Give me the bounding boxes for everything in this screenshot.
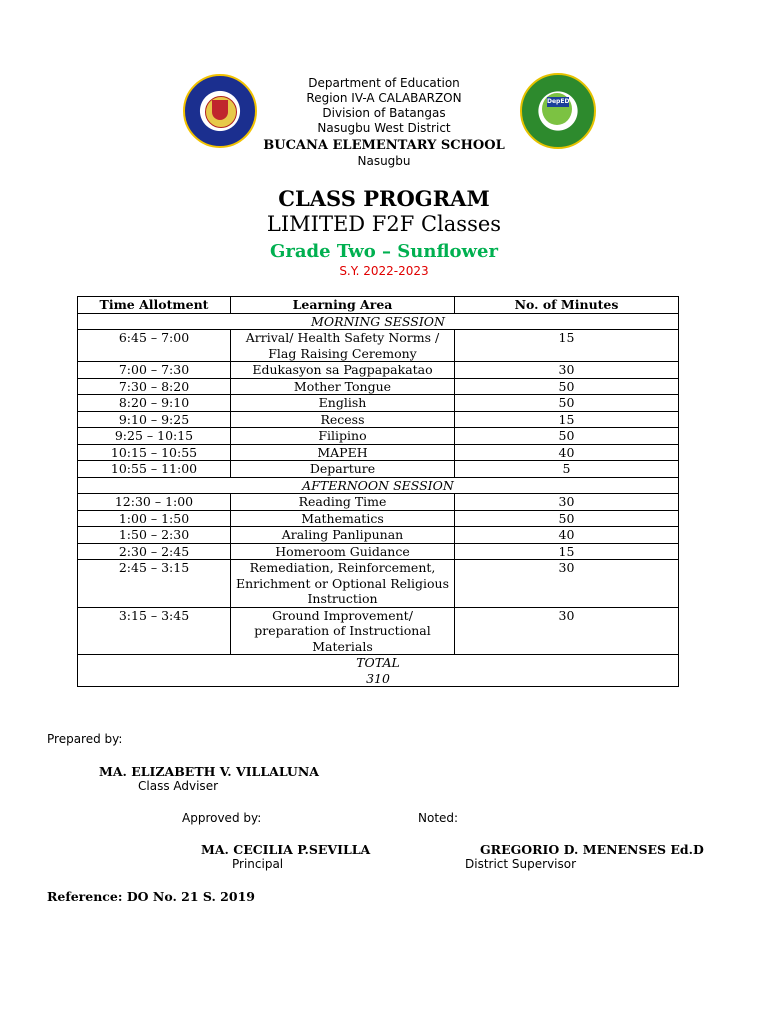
minutes-cell: 50 [455,395,679,412]
minutes-cell: 15 [455,543,679,560]
noted-label: Noted: [418,811,459,825]
reference-note: Reference: DO No. 21 S. 2019 [47,889,255,904]
time-cell: 9:25 – 10:15 [78,428,231,445]
adviser-name: MA. ELIZABETH V. VILLALUNA [99,764,319,779]
area-cell: Recess [231,411,455,428]
approved-by-label: Approved by: [182,811,262,825]
time-cell: 1:50 – 2:30 [78,527,231,544]
area-cell: Arrival/ Health Safety Norms / Flag Raising Ceremony [231,330,455,362]
minutes-cell: 40 [455,444,679,461]
area-cell: English [231,395,455,412]
minutes-cell: 30 [455,494,679,511]
minutes-cell: 5 [455,461,679,478]
adviser-title: Class Adviser [138,779,219,793]
table-row [78,395,679,412]
doc-subtitle: LIMITED F2F Classes [266,212,502,236]
total-row [78,655,679,687]
table-row [78,494,679,511]
table-row [78,428,679,445]
minutes-cell: 15 [455,330,679,362]
area-cell: Mother Tongue [231,378,455,395]
session-row-morning [78,313,679,330]
area-cell: Araling Panlipunan [231,527,455,544]
minutes-cell: 30 [455,607,679,655]
table-row [78,543,679,560]
col-header-minutes: No. of Minutes [455,297,679,314]
total-label: TOTAL [356,655,400,670]
minutes-cell: 30 [455,362,679,379]
time-cell: 7:30 – 8:20 [78,378,231,395]
time-cell: 8:20 – 9:10 [78,395,231,412]
afternoon-session-label: AFTERNOON SESSION [78,477,679,494]
area-cell: MAPEH [231,444,455,461]
table-row [78,362,679,379]
time-cell: 9:10 – 9:25 [78,411,231,428]
session-row-afternoon [78,477,679,494]
school-year: S.Y. 2022-2023 [339,264,429,278]
table-row [78,527,679,544]
time-cell: 1:00 – 1:50 [78,510,231,527]
grade-section: Grade Two – Sunflower [270,241,498,262]
table-row [78,411,679,428]
time-cell: 10:15 – 10:55 [78,444,231,461]
area-cell: Homeroom Guidance [231,543,455,560]
time-cell: 7:00 – 7:30 [78,362,231,379]
supervisor-name: GREGORIO D. MENENSES Ed.D [480,842,704,857]
header-line-region: Region IV-A CALABARZON [306,91,462,105]
table-row [78,444,679,461]
total-value: 310 [366,670,390,686]
time-cell: 2:45 – 3:15 [78,560,231,608]
area-cell: Edukasyon sa Pagpapakatao [231,362,455,379]
table-row [78,607,679,655]
total-cell [78,655,679,687]
morning-session-label: MORNING SESSION [78,313,679,330]
principal-name: MA. CECILIA P.SEVILLA [201,842,371,857]
time-cell: 3:15 – 3:45 [78,607,231,655]
area-cell: Departure [231,461,455,478]
doc-title: CLASS PROGRAM [278,186,490,211]
prepared-by-label: Prepared by: [47,732,123,746]
class-schedule-table [77,296,679,687]
header-line-division: Division of Batangas [322,106,446,120]
table-header-row [78,297,679,314]
header-line-deped: Department of Education [308,76,460,90]
time-cell: 6:45 – 7:00 [78,330,231,362]
area-cell: Ground Improvement/ preparation of Instructional Materials [231,607,455,655]
header-line-district: Nasugbu West District [317,121,451,135]
minutes-cell: 15 [455,411,679,428]
col-header-area: Learning Area [231,297,455,314]
minutes-cell: 40 [455,527,679,544]
school-town: Nasugbu [357,154,411,168]
principal-title: Principal [232,857,284,871]
table-row [78,560,679,608]
seal-badge: DepED [547,98,570,105]
area-cell: Filipino [231,428,455,445]
table-row [78,378,679,395]
table-row [78,510,679,527]
school-name: BUCANA ELEMENTARY SCHOOL [263,138,505,153]
area-cell: Remediation, Reinforcement, Enrichment or Optional Religious Instruction [231,560,455,608]
minutes-cell: 50 [455,378,679,395]
minutes-cell: 50 [455,428,679,445]
supervisor-title: District Supervisor [465,857,577,871]
minutes-cell: 30 [455,560,679,608]
time-cell: 10:55 – 11:00 [78,461,231,478]
minutes-cell: 50 [455,510,679,527]
time-cell: 12:30 – 1:00 [78,494,231,511]
table-row [78,461,679,478]
time-cell: 2:30 – 2:45 [78,543,231,560]
table-row [78,330,679,362]
area-cell: Reading Time [231,494,455,511]
col-header-time: Time Allotment [78,297,231,314]
area-cell: Mathematics [231,510,455,527]
